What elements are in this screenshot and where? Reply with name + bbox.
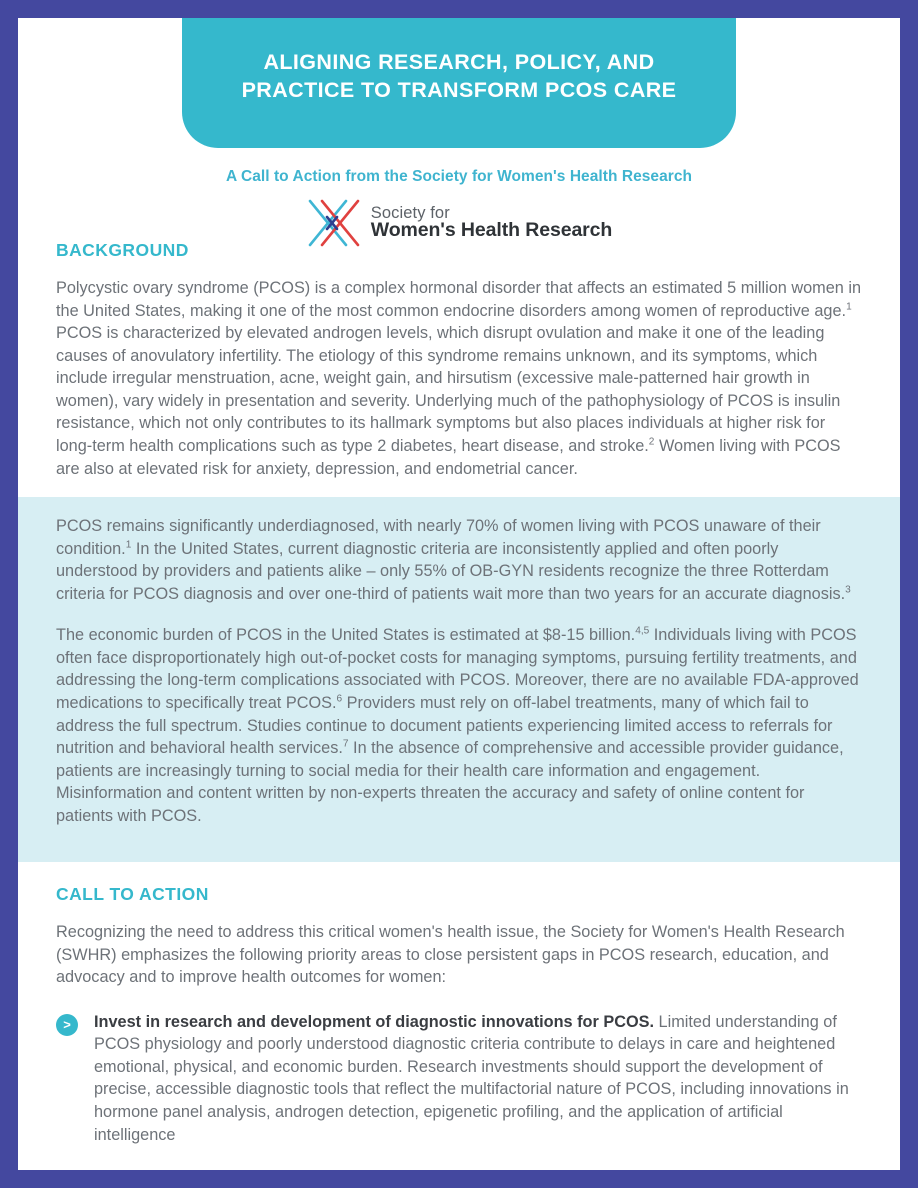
citation-4-5: 4,5	[635, 625, 650, 637]
highlight-p1-b: In the United States, current diagnostic criteria are inconsistently applied and often poorly understood by providers and patients alike – only 55% of OB-GYN residents recognize the three Rotterdam criteria for PCOS diagnosis and over one-third of patients wait more than two years for an accurate diagnosis.	[56, 539, 846, 603]
highlight-p2-d: In the absence of comprehensive and accessible provider guidance, patients are increasingly turning to social media for their health care information and engagement. Misinformation and content written by non-experts threaten the accuracy and safety of online content for patients with PCOS.	[56, 739, 844, 825]
background-paragraph	[56, 277, 862, 480]
list-item	[56, 1011, 862, 1146]
call-to-action-intro: Recognizing the need to address this critical women's health issue, the Society for Women's Health Research (SWHR) emphasizes the following priority areas to close persistent gaps in PCOS research, education, and advocacy and to improve health outcomes for women:	[56, 923, 845, 987]
background-text-c: Women living with PCOS are also at elevated risk for anxiety, depression, and endometrial cancer.	[56, 436, 841, 478]
page-content-area	[18, 18, 900, 1170]
call-to-action-heading: CALL TO ACTION	[56, 884, 209, 904]
logo-line-2: Women's Health Research	[370, 219, 613, 242]
call-to-action-section	[56, 884, 862, 1146]
highlight-p2-c: Providers must rely on off-label treatments, many of which fail to address the full spectrum. Studies continue to document patients experiencing limited access to referrals for nutrition and behavioral health services.	[56, 693, 833, 758]
priority-area-body: Limited understanding of PCOS physiology and poorly understood diagnostic criteria contribute to delays in care and heightened emotional, physical, and economic burden. Research investments should support the development of precise, accessible diagnostic tools that reflect the multifactorial nature of PCOS, including innovations in hormone panel analysis, androgen detection, epigenetic profiling, and the application of artificial intelligence	[94, 1012, 849, 1144]
highlight-paragraph-1	[56, 515, 862, 605]
highlight-content	[56, 515, 862, 827]
page-title: ALIGNING RESEARCH, POLICY, AND PRACTICE TO TRANSFORM PCOS CARE	[241, 49, 677, 102]
chevron-right-icon: >	[56, 1014, 78, 1036]
priority-area-list	[56, 1011, 862, 1146]
background-heading: BACKGROUND	[56, 240, 189, 260]
highlight-p2-b: Individuals living with PCOS often face disproportionately high out-of-pocket costs for managing symptoms, pursuing fertility treatments, and addressing the long-term complications associated with PCOS. Moreover, there are no available FDA-approved medications to specifically treat PCOS.	[56, 626, 859, 712]
citation-3: 3	[845, 584, 851, 596]
citation-6: 6	[336, 693, 343, 705]
background-text-a: Polycystic ovary syndrome (PCOS) is a complex hormonal disorder that affects an estimated 5 million women in the United States, making it one of the most common endocrine disorders among women of reproductive age.	[56, 279, 862, 320]
highlight-p2-a: The economic burden of PCOS in the United States is estimated at $8-15 billion.	[56, 626, 636, 645]
citation-2: 2	[648, 436, 655, 448]
citation-1: 1	[846, 301, 852, 313]
highlight-paragraph-2	[56, 624, 862, 827]
citation-7: 7	[342, 738, 349, 750]
logo-line-1: Society for	[370, 203, 450, 222]
highlight-p1-a: PCOS remains significantly underdiagnosed, with nearly 70% of women living with PCOS unaware of their condition.	[56, 517, 821, 558]
logo-wordmark	[371, 205, 612, 242]
subtitle: A Call to Action from the Society for Women's Health Research	[225, 168, 693, 185]
header-banner	[182, 18, 736, 148]
highlight-band	[18, 497, 900, 862]
background-section	[56, 240, 862, 480]
citation-1b: 1	[125, 539, 132, 551]
background-text-b: PCOS is characterized by elevated androgen levels, which disrupt ovulation and make it one of the leading causes of anovulatory infertility. The etiology of this syndrome remains unknown, and its symptoms, which include irregular menstruation, acne, weight gain, and hirsutism (excessive male-patterned hair growth in women), vary widely in presentation and severity. Underlying much of the pathophysiology of PCOS is insulin resistance, which not only contributes to its hallmark symptoms but also places individuals at higher risk for long-term health complications such as type 2 diabetes, heart disease, and stroke.	[56, 324, 841, 455]
priority-area-title: Invest in research and development of diagnostic innovations for PCOS.	[94, 1012, 655, 1031]
